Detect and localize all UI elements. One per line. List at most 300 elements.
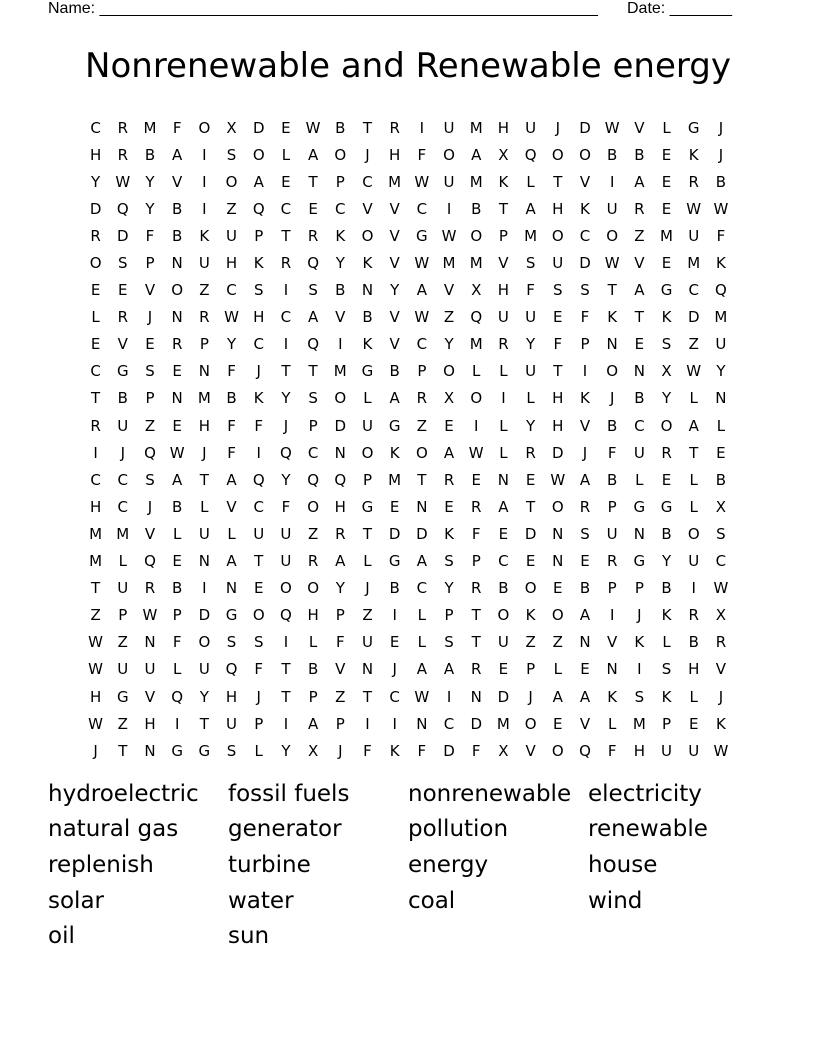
grid-letter: D (687, 308, 700, 327)
grid-letter: I (365, 714, 370, 733)
grid-letter: T (471, 606, 481, 625)
grid-letter: A (443, 443, 455, 462)
grid-letter: F (227, 416, 236, 435)
grid-letter: Y (281, 741, 291, 760)
grid-letter: Y (226, 335, 237, 354)
grid-letter: V (335, 660, 346, 679)
grid-letter: O (551, 145, 564, 164)
grid-letter: C (335, 199, 346, 218)
grid-letter: I (256, 443, 261, 462)
grid-letter: X (307, 741, 319, 760)
grid-letter: U (361, 633, 373, 652)
grid-letter: E (389, 497, 400, 516)
grid-letter: P (580, 335, 590, 354)
grid-letter: Y (526, 416, 536, 435)
grid-letter: I (691, 579, 696, 598)
grid-letter: P (498, 226, 508, 245)
grid-letter: A (389, 389, 400, 408)
grid-letter: I (446, 687, 452, 706)
grid-letter: L (172, 660, 182, 679)
grid-letter: L (200, 497, 209, 516)
grid-letter: F (227, 443, 236, 462)
word-bank-item: hydroelectric (48, 780, 199, 807)
grid-letter: C (90, 118, 101, 137)
grid-letter: I (419, 118, 425, 137)
grid-letter: V (634, 254, 645, 273)
grid-letter: U (144, 660, 156, 679)
grid-letter: K (715, 254, 726, 273)
grid-letter: W (713, 579, 729, 598)
grid-letter: O (252, 145, 265, 164)
grid-letter: J (392, 660, 397, 679)
grid-letter: I (202, 145, 207, 164)
grid-letter: N (470, 687, 482, 706)
grid-letter: P (254, 226, 264, 245)
grid-letter: S (308, 389, 318, 408)
grid-letter: Q (144, 552, 156, 571)
grid-letter: I (392, 606, 397, 625)
grid-letter: A (416, 552, 427, 571)
grid-letter: O (334, 145, 347, 164)
grid-letter: J (528, 687, 533, 706)
grid-letter: W (115, 172, 131, 191)
grid-letter: P (308, 687, 318, 706)
grid-letter: H (334, 497, 346, 516)
grid-letter: I (338, 335, 343, 354)
grid-letter: E (90, 281, 101, 300)
name-field-label: Name: ________________________________________________________ (48, 0, 598, 17)
grid-letter: F (335, 633, 345, 652)
grid-letter: P (254, 714, 264, 733)
grid-letter: L (635, 470, 644, 489)
grid-letter: S (580, 281, 590, 300)
grid-letter: L (417, 633, 427, 652)
grid-letter: G (633, 497, 646, 516)
grid-letter: O (443, 145, 455, 164)
grid-letter: U (117, 579, 129, 598)
grid-letter: T (308, 172, 318, 191)
grid-letter: S (553, 281, 563, 300)
grid-letter: R (525, 443, 536, 462)
grid-letter: T (607, 281, 617, 300)
grid-letter: E (661, 254, 672, 273)
grid-letter: O (579, 145, 591, 164)
grid-letter: E (634, 335, 645, 354)
grid-letter: H (307, 606, 319, 625)
grid-letter: R (606, 552, 618, 571)
grid-letter: Y (91, 172, 101, 191)
grid-letter: M (143, 118, 157, 137)
grid-letter: B (389, 362, 400, 381)
grid-letter: E (444, 416, 454, 435)
word-bank-item: electricity (588, 780, 702, 807)
grid-letter: A (335, 552, 346, 571)
grid-letter: K (688, 145, 699, 164)
grid-letter: T (118, 741, 128, 760)
grid-letter: A (172, 470, 183, 489)
word-bank-item: nonrenewable (408, 780, 572, 807)
word-bank-item: water (228, 887, 294, 914)
date-field-label: Date: _______ (627, 0, 732, 17)
grid-letter: G (225, 606, 238, 625)
grid-letter: W (550, 470, 566, 489)
grid-letter: K (661, 606, 672, 625)
grid-letter: T (199, 470, 209, 489)
grid-letter: Q (470, 308, 483, 327)
grid-letter: U (661, 741, 673, 760)
grid-letter: M (632, 714, 646, 733)
grid-letter: W (713, 741, 729, 760)
grid-letter: I (474, 416, 479, 435)
grid-letter: O (307, 497, 319, 516)
grid-letter: U (497, 633, 509, 652)
grid-letter: L (363, 552, 372, 571)
grid-letter: M (469, 172, 483, 191)
grid-letter: U (606, 524, 618, 543)
grid-letter: X (226, 118, 237, 137)
grid-letter: N (552, 524, 564, 543)
grid-letter: D (579, 118, 591, 137)
grid-letter: E (553, 714, 563, 733)
grid-letter: W (169, 443, 185, 462)
grid-letter: G (388, 552, 401, 571)
grid-letter: T (281, 362, 291, 381)
grid-letter: M (388, 470, 402, 489)
grid-letter: P (634, 579, 644, 598)
grid-letter: Q (307, 335, 319, 354)
grid-letter: E (281, 118, 291, 137)
grid-letter: M (469, 335, 483, 354)
grid-letter: I (93, 443, 98, 462)
grid-letter: P (172, 606, 182, 625)
grid-letter: E (145, 335, 155, 354)
grid-letter: U (552, 254, 564, 273)
grid-letter: I (501, 389, 506, 408)
grid-letter: J (338, 741, 343, 760)
grid-letter: R (579, 497, 591, 516)
grid-letter: M (116, 524, 130, 543)
grid-letter: E (281, 172, 291, 191)
grid-letter: J (256, 687, 261, 706)
grid-letter: L (662, 118, 671, 137)
grid-letter: A (307, 308, 319, 327)
grid-letter: V (525, 741, 536, 760)
grid-letter: U (280, 524, 292, 543)
grid-letter: Y (281, 389, 291, 408)
grid-letter: N (361, 660, 374, 679)
grid-letter: L (499, 362, 508, 381)
grid-letter: O (443, 362, 455, 381)
grid-letter: K (389, 443, 400, 462)
grid-letter: Z (525, 633, 536, 652)
grid-letter: U (443, 118, 455, 137)
grid-letter: E (553, 579, 563, 598)
grid-letter: B (579, 579, 591, 598)
grid-letter: U (117, 660, 129, 679)
grid-letter: D (252, 118, 265, 137)
grid-letter: M (496, 714, 510, 733)
grid-letter: U (688, 552, 700, 571)
grid-letter: D (524, 524, 537, 543)
word-bank-item: sun (228, 923, 270, 950)
grid-letter: V (579, 714, 591, 733)
grid-letter: R (117, 145, 128, 164)
grid-letter: E (308, 199, 318, 218)
grid-letter: C (253, 335, 264, 354)
grid-letter: I (446, 199, 452, 218)
grid-letter: T (308, 362, 318, 381)
grid-letter: M (469, 254, 483, 273)
grid-letter: J (202, 443, 207, 462)
grid-letter: T (91, 579, 101, 598)
grid-letter: D (334, 416, 347, 435)
grid-letter: U (715, 335, 727, 354)
grid-letter: P (308, 416, 318, 435)
grid-letter: P (662, 714, 672, 733)
grid-letter: B (498, 579, 509, 598)
grid-letter: C (280, 199, 292, 218)
grid-letter: B (661, 524, 672, 543)
grid-letter: Y (335, 579, 345, 598)
grid-letter: L (91, 308, 100, 327)
grid-letter: M (89, 552, 103, 571)
grid-letter: F (716, 226, 726, 245)
grid-letter: A (498, 497, 509, 516)
grid-letter: J (609, 389, 615, 408)
grid-letter: O (524, 714, 537, 733)
grid-letter: K (199, 226, 210, 245)
grid-letter: C (362, 172, 373, 191)
grid-letter: E (580, 552, 590, 571)
grid-letter: C (117, 470, 129, 489)
grid-letter: H (253, 308, 265, 327)
grid-letter: P (145, 389, 155, 408)
grid-letter: C (416, 579, 428, 598)
grid-letter: S (661, 660, 672, 679)
grid-letter: C (634, 416, 645, 435)
grid-letter: N (552, 552, 564, 571)
grid-letter: W (441, 226, 457, 245)
grid-letter: Y (716, 362, 726, 381)
grid-letter: B (362, 308, 373, 327)
grid-letter: W (305, 118, 321, 137)
grid-letter: A (307, 145, 319, 164)
grid-letter: O (470, 389, 483, 408)
grid-letter: Y (526, 335, 536, 354)
grid-letter: W (88, 633, 104, 652)
grid-letter: B (117, 389, 128, 408)
grid-letter: P (199, 335, 209, 354)
grid-letter: B (607, 145, 618, 164)
grid-letter: L (118, 552, 127, 571)
grid-letter: G (171, 741, 183, 760)
grid-letter: C (715, 552, 727, 571)
grid-letter: S (145, 362, 155, 381)
grid-letter: U (226, 226, 238, 245)
grid-letter: H (225, 687, 238, 706)
grid-letter: R (443, 470, 455, 489)
grid-letter: P (335, 172, 345, 191)
grid-letter: V (144, 281, 156, 300)
grid-letter: Z (443, 308, 455, 327)
grid-letter: U (497, 308, 509, 327)
grid-letter: E (471, 470, 481, 489)
grid-letter: R (199, 308, 210, 327)
grid-letter: Y (444, 335, 454, 354)
grid-letter: Y (199, 687, 209, 706)
grid-letter: O (89, 254, 102, 273)
grid-letter: X (661, 362, 672, 381)
grid-letter: J (365, 579, 370, 598)
grid-letter: F (172, 118, 182, 137)
grid-letter: A (253, 172, 264, 191)
grid-letter: F (553, 335, 563, 354)
grid-letter: W (713, 199, 729, 218)
grid-letter: P (417, 362, 427, 381)
grid-letter: Q (524, 145, 537, 164)
grid-letter: E (118, 281, 128, 300)
grid-letter: K (634, 633, 645, 652)
grid-letter: Q (307, 254, 319, 273)
grid-letter: W (88, 660, 104, 679)
grid-letter: L (526, 172, 535, 191)
grid-letter: A (416, 281, 427, 300)
grid-letter: R (661, 443, 672, 462)
grid-letter: O (334, 389, 347, 408)
grid-letter: B (715, 172, 727, 191)
grid-letter: O (551, 741, 564, 760)
grid-letter: O (524, 579, 537, 598)
grid-letter: V (443, 281, 455, 300)
grid-letter: R (688, 172, 699, 191)
grid-letter: R (335, 524, 346, 543)
grid-letter: M (687, 254, 701, 273)
word-bank-item: renewable (588, 816, 708, 843)
grid-letter: N (497, 470, 510, 489)
grid-letter: J (120, 443, 125, 462)
grid-letter: O (361, 226, 374, 245)
grid-letter: L (607, 714, 617, 733)
grid-letter: I (202, 579, 207, 598)
grid-letter: P (118, 606, 128, 625)
grid-letter: C (117, 497, 129, 516)
grid-letter: T (91, 389, 101, 408)
grid-letter: V (607, 633, 618, 652)
grid-letter: D (470, 714, 482, 733)
grid-letter: T (526, 497, 536, 516)
grid-letter: J (582, 443, 588, 462)
grid-letter: D (579, 254, 591, 273)
grid-letter: G (416, 226, 428, 245)
grid-letter: U (633, 443, 645, 462)
grid-letter: D (198, 606, 211, 625)
grid-letter: P (335, 606, 345, 625)
grid-letter: E (498, 660, 509, 679)
grid-letter: O (198, 633, 211, 652)
grid-letter: G (361, 362, 374, 381)
grid-letter: D (443, 741, 455, 760)
grid-letter: U (226, 714, 238, 733)
grid-letter: F (607, 741, 617, 760)
word-bank-item: coal (408, 887, 456, 914)
grid-letter: J (365, 145, 370, 164)
grid-letter: U (525, 362, 537, 381)
grid-letter: W (414, 254, 430, 273)
grid-letter: K (607, 687, 618, 706)
grid-letter: E (498, 524, 509, 543)
grid-letter: J (283, 416, 289, 435)
grid-letter: J (147, 497, 153, 516)
grid-letter: A (226, 470, 237, 489)
grid-letter: W (224, 308, 239, 327)
grid-letter: R (307, 552, 319, 571)
grid-letter: L (689, 389, 698, 408)
grid-letter: Z (552, 633, 563, 652)
grid-letter: J (718, 687, 724, 706)
grid-letter: K (362, 335, 373, 354)
grid-letter: S (634, 687, 645, 706)
grid-letter: T (362, 524, 373, 543)
grid-letter: Z (117, 633, 128, 652)
grid-letter: S (661, 335, 672, 354)
grid-letter: E (525, 552, 536, 571)
grid-letter: I (174, 714, 180, 733)
grid-letter: N (606, 660, 618, 679)
grid-letter: H (497, 118, 510, 137)
grid-letter: W (414, 172, 430, 191)
grid-letter: T (254, 552, 264, 571)
grid-letter: A (226, 552, 237, 571)
grid-letter: C (253, 497, 264, 516)
grid-letter: P (362, 470, 372, 489)
grid-letter: C (443, 714, 455, 733)
grid-letter: C (90, 362, 101, 381)
grid-letter: O (307, 579, 319, 598)
grid-letter: U (198, 660, 210, 679)
grid-letter: O (470, 226, 483, 245)
grid-letter: E (389, 633, 400, 652)
grid-letter: B (226, 389, 237, 408)
page-title: Nonrenewable and Renewable energy (85, 46, 731, 86)
grid-letter: E (172, 362, 182, 381)
grid-letter: X (715, 606, 727, 625)
grid-letter: R (144, 579, 156, 598)
grid-letter: L (689, 497, 698, 516)
grid-letter: A (172, 145, 183, 164)
grid-letter: G (116, 362, 129, 381)
grid-letter: M (333, 362, 347, 381)
grid-letter: Q (280, 443, 292, 462)
grid-letter: N (225, 579, 238, 598)
grid-letter: M (524, 226, 538, 245)
grid-letter: I (392, 714, 397, 733)
grid-letter: M (89, 524, 103, 543)
grid-letter: V (579, 172, 591, 191)
grid-letter: N (579, 633, 591, 652)
grid-letter: H (144, 714, 156, 733)
grid-letter: C (226, 281, 237, 300)
grid-letter: U (361, 416, 373, 435)
grid-letter: S (444, 552, 454, 571)
grid-letter: K (389, 741, 400, 760)
grid-letter: B (172, 579, 183, 598)
grid-letter: F (145, 226, 155, 245)
grid-letter: I (202, 172, 207, 191)
grid-letter: K (498, 172, 509, 191)
grid-letter: D (117, 226, 129, 245)
grid-letter: Q (171, 687, 184, 706)
word-bank-item: wind (588, 887, 643, 914)
